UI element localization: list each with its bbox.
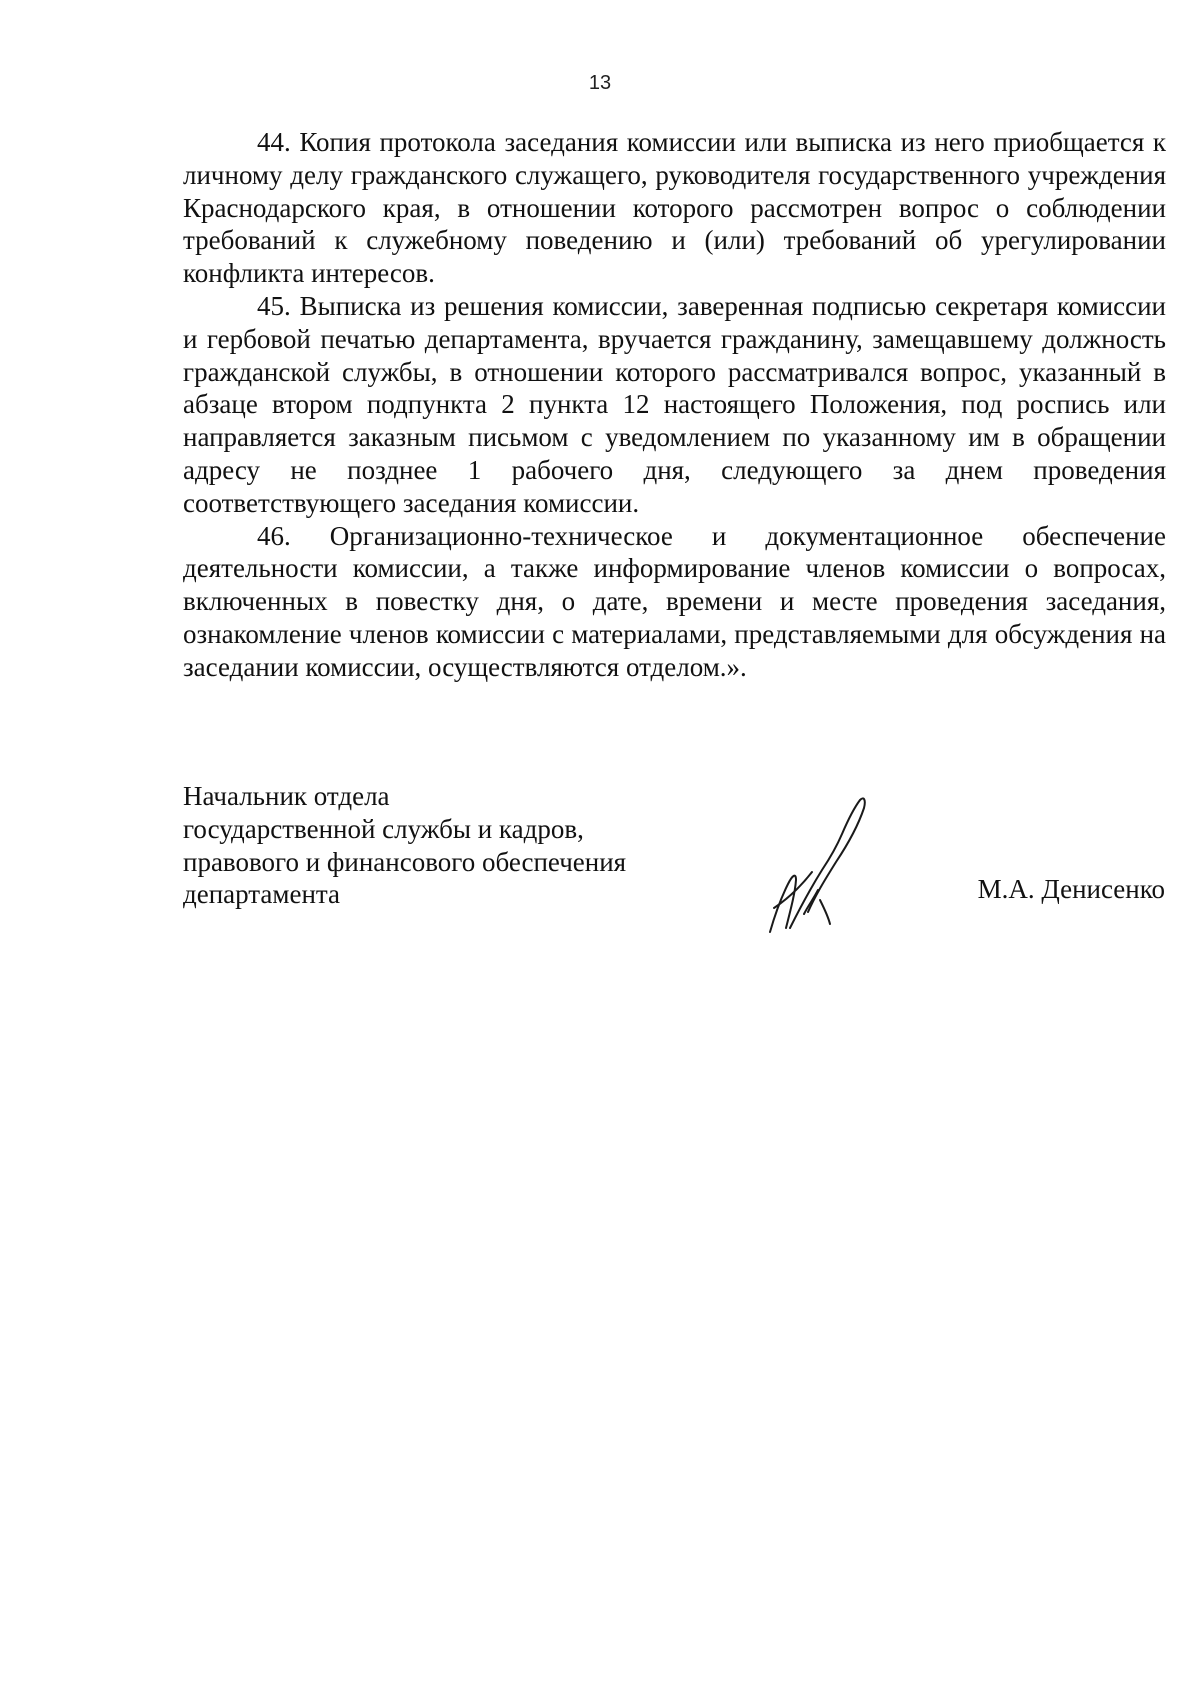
paragraph-46: 46. Организационно-техническое и документационное обеспечение деятельности комиссии, а также информирование членов комиссии о вопросах, включенных в повестку дня, о дате, времени и месте проведения заседания, ознакомление членов комиссии с материалами, представляемыми для обсуждения на заседании комиссии, осуществляются отделом.». [183, 520, 1166, 682]
paragraph-44: 44. Копия протокола заседания комиссии или выписка из него приобщается к личному делу гражданского служащего, руководителя государственного учреждения Краснодарского края, в отношении которого рассмотрен вопрос о соблюдении требований к служебному поведению и (или) требований об урегулировании конфликта интересов. [183, 127, 1166, 289]
document-body [183, 126, 1166, 684]
signatory-title-line: правового и финансового обеспечения [183, 846, 627, 877]
signatory-name: М.А. Денисенко [977, 874, 1165, 904]
handwritten-signature [760, 790, 920, 940]
signatory-title-line: государственной службы и кадров, [183, 813, 584, 844]
signatory-title [183, 780, 626, 911]
page-number: 13 [588, 72, 612, 94]
paragraph-45: 45. Выписка из решения комиссии, заверенная подписью секретаря комиссии и гербовой печатью департамента, вручается гражданину, замещавшему должность гражданской службы, в отношении которого рассматривался вопрос, указанный в абзаце втором подпункта 2 пункта 12 настоящего Положения, под роспись или направляется заказным письмом с уведомлением по указанному им в обращении адресу не позднее 1 рабочего дня, следующего за днем проведения соответствующего заседания комиссии. [183, 290, 1166, 518]
signatory-title-line: Начальник отдела [183, 781, 390, 811]
signatory-title-line: департамента [183, 879, 341, 910]
